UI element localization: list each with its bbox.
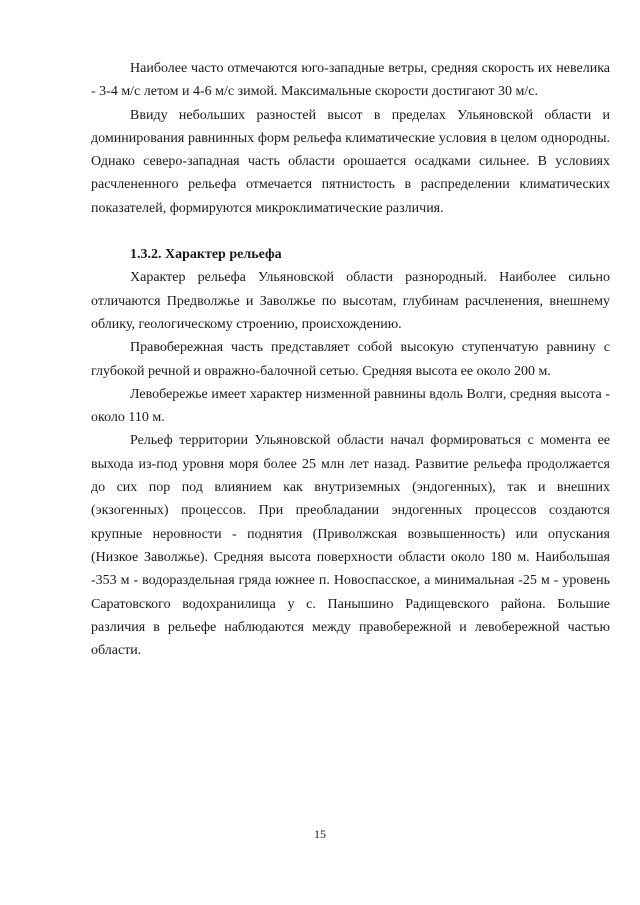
- section-heading: 1.3.2. Характер рельефа: [130, 247, 282, 263]
- paragraph-climate-uniformity: Ввиду небольших разностей высот в пределах Ульяновской области и доминирования равнинных форм рельефа климатические условия в целом однородны. Однако северо-западная часть области орошается осадками сильнее. В условиях расчлененного рельефа отмечается пятнистость в распределении климатических показателей, формируются микроклиматические различия.: [91, 107, 610, 216]
- page-number: 15: [314, 827, 326, 841]
- paragraph-right-bank: Правобережная часть представляет собой высокую ступенчатую равнину с глубокой речной и овражно-балочной сетью. Средняя высота ее около 200 м.: [91, 340, 610, 379]
- paragraph-left-bank: Левобережье имеет характер низменной равнины вдоль Волги, средняя высота - около 110 м.: [91, 386, 610, 426]
- paragraph-winds: Наиболее часто отмечаются юго-западные ветры, средняя скорость их невелика - 3-4 м/с летом и 4-6 м/с зимой. Максимальные скорости достигают 30 м/с.: [91, 61, 610, 100]
- paragraph-relief-overview: Характер рельефа Ульяновской области разнородный. Наиболее сильно отличаются Предволжье и Заволжье по высотам, глубинам расчленения, внешнему облику, геологическому строению, происхождению.: [91, 270, 610, 332]
- paragraph-relief-formation: Рельеф территории Ульяновской области начал формироваться с момента ее выхода из-под уровня моря более 25 млн лет назад. Развитие рельефа продолжается до сих пор под влиянием как внутриземных (эндогенных), так и внешних (экзогенных) процессов. При преобладании эндогенных процессов создаются крупные неровности - поднятия (Приволжская возвышенность) или опускания (Низкое Заволжье). Средняя высота поверхности области около 180 м. Наибольшая -353 м - водораздельная гряда южнее п. Новоспасское, а минимальная -25 м - уровень Саратовского водохранилища у с. Панышино Радищевского района. Большие различия в рельефе наблюдаются между правобережной и левобережной частью области.: [91, 433, 610, 659]
